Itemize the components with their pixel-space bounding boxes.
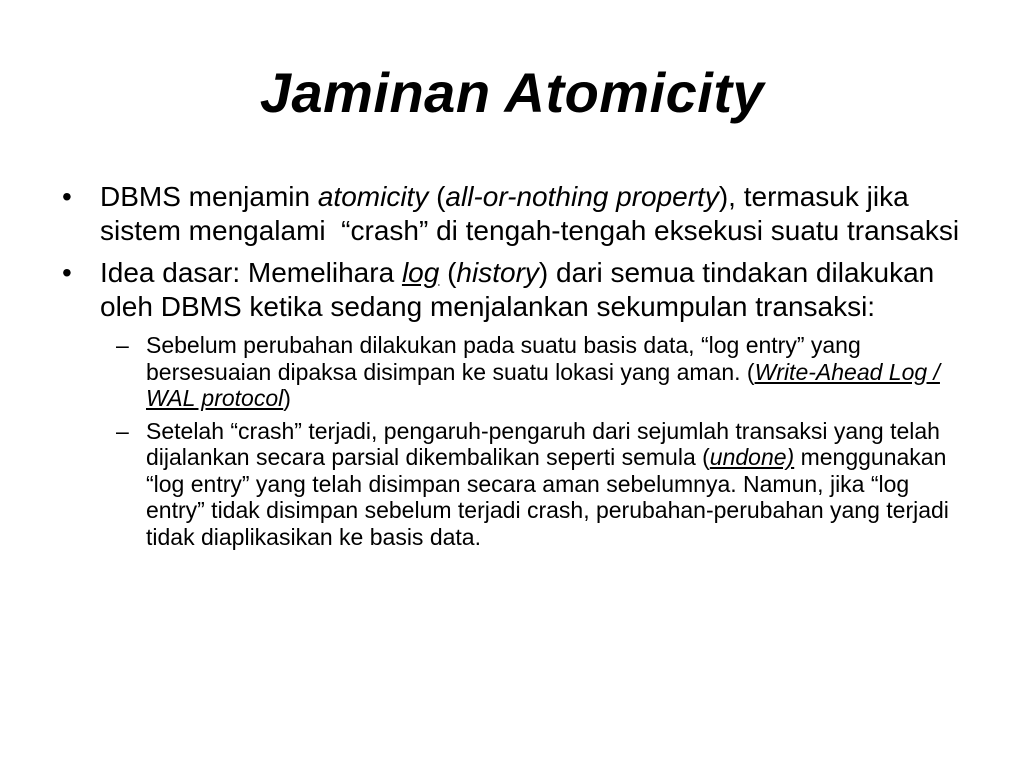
bullet-text-underlined: log <box>401 257 440 288</box>
bullet-text: Idea dasar: Memelihara <box>100 257 402 288</box>
sub-bullet-text: Setelah “crash” terjadi, pengaruh-pengaruh dari sejumlah transaksi yang telah dijalankan secara parsial dikembalikan seperti semula ( <box>146 417 940 470</box>
bullet-marker: • <box>62 257 72 288</box>
sub-bullet-list <box>100 332 982 550</box>
bullet-text: ( <box>439 257 457 288</box>
bullet-text: ) dari semua tindakan dilakukan oleh DBMS ketika sedang menjalankan sekumpulan transaksi: <box>100 257 935 322</box>
sub-bullet-marker: – <box>116 332 129 358</box>
bullet-text: ( <box>428 181 446 212</box>
sub-bullet-text: ) <box>283 385 291 411</box>
bullet-marker: • <box>62 181 72 212</box>
sub-bullet-text-underlined: undone) <box>709 444 795 470</box>
bullet-text: DBMS menjamin <box>100 181 318 212</box>
bullet-text-italic: atomicity <box>317 181 429 212</box>
bullet-item-atomicity <box>62 180 982 248</box>
slide-title: Jaminan Atomicity <box>259 61 765 124</box>
bullet-text-italic: history <box>456 257 539 288</box>
bullet-item-idea-dasar <box>62 256 982 324</box>
sub-bullet-item-wal <box>100 332 966 412</box>
sub-bullet-marker: – <box>116 417 129 444</box>
sub-bullet-text: Sebelum perubahan dilakukan pada suatu basis data, “log entry” yang bersesuaian dipaksa disimpan ke suatu lokasi yang aman. ( <box>146 332 861 385</box>
sub-bullet-text-underlined: Write-Ahead Log / WAL protocol <box>146 358 940 411</box>
sub-bullet-item-crash <box>100 418 966 551</box>
bullet-text: ), termasuk jika sistem mengalami “crash” di tengah-tengah eksekusi suatu transaksi <box>100 181 960 246</box>
sub-bullet-text: menggunakan “log entry” yang telah disimpan secara aman sebelumnya. Namun, jika “log entry” tidak disimpan sebelum terjadi crash, perubahan-perubahan yang terjadi tidak diaplikasikan ke basis data. <box>146 444 949 550</box>
slide-content <box>62 180 982 556</box>
bullet-text-italic: all-or-nothing property <box>445 181 719 212</box>
